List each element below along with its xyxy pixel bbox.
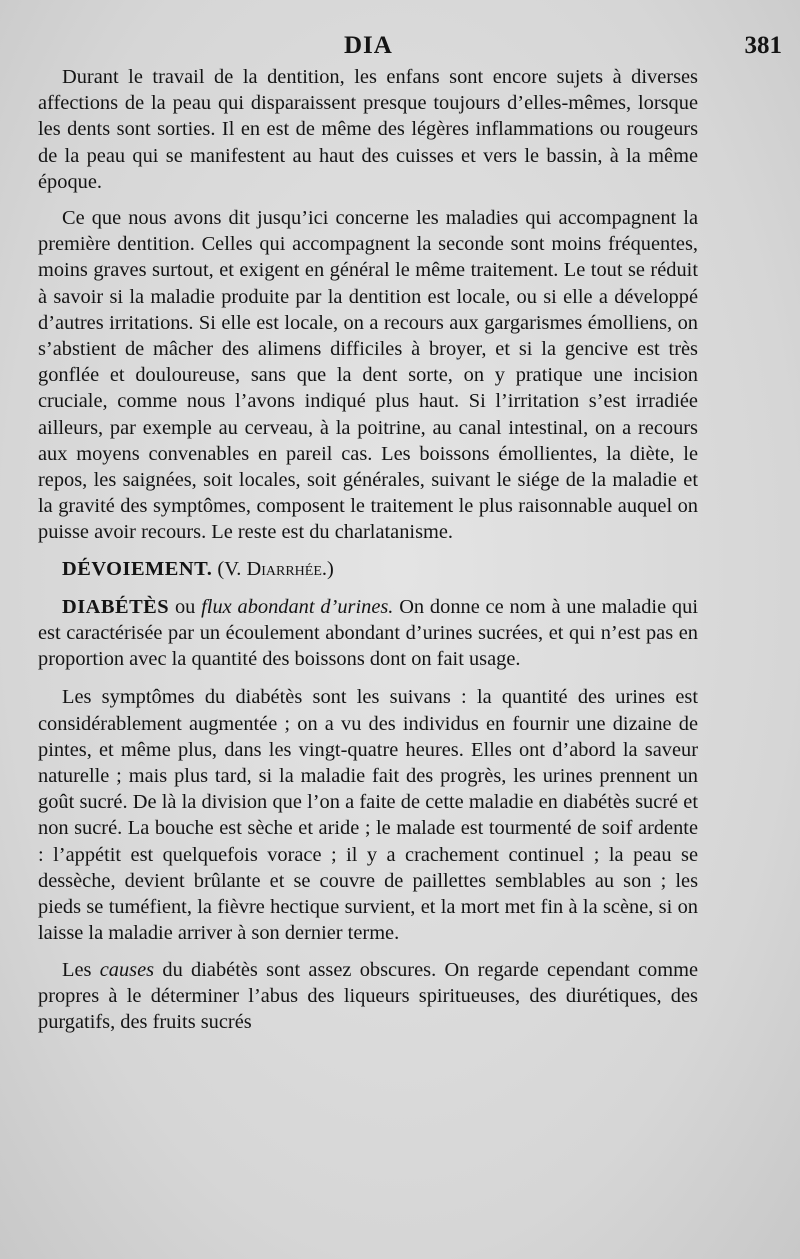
paragraph-symptoms: Les symptômes du diabétès sont les suivans : la quantité des urines est considérablement augmentée ; on a vu des individus en fournir une dizaine de pintes, et même plus, dans les vingt-quatre heures. Elles ont d’abord la saveur naturelle ; mais plus tard, si la maladie fait des progrès, les urines prennent un goût sucré. De là la division que l’on a faite de cette maladie en diabétès sucré et non sucré. La bouche est sèche et aride ; le malade est tourmenté de soif ardente : l’appétit est quelquefois vorace ; il y a crachement continuel ; la peau se dessèche, devient brûlante et se couvre de paillettes semblables au son ; les pieds se tuméfient, la fièvre hectique survient, et la mort met fin à la scène, si on laisse la maladie arriver à son dernier terme. xyxy=(38,686,698,945)
paragraph-causes xyxy=(38,957,698,1036)
causes-lead: Les xyxy=(62,958,100,981)
entry-devoiement xyxy=(38,556,698,582)
page-number: 381 xyxy=(744,32,782,59)
paragraph-dentition-skin: Durant le travail de la dentition, les enfans sont encore sujets à diverses affections de la peau qui disparaissent presque toujours d’elles-mêmes, lorsque les dents sont sorties. Il en est de même des légères inflammations ou rougeurs de la peau qui se manifestent au haut des cuisses et vers le bassin, à la même époque. xyxy=(38,66,698,193)
cross-reference-word: Diarrhée xyxy=(246,557,322,580)
causes-italic: causes xyxy=(99,958,155,981)
cross-reference-open: (V. xyxy=(217,557,247,580)
paragraph-second-dentition: Ce que nous avons dit jusqu’ici concerne les maladies qui accompagnent la première dentition. Celles qui accompagnent la seconde sont moins fréquentes, moins graves surtout, et exigent en général le même traitement. Le tout se réduit à savoir si la maladie produite par la dentition est locale, ou si elle a développé d’autres irritations. Si elle est locale, on a recours aux gargarismes émolliens, on s’abstient de mâcher des alimens difficiles à broyer, et si la gencive est très gonflée et douloureuse, sans que la dent sorte, on y pratique une incision cruciale, comme nous l’avons indiqué plus haut. Si l’irritation s’est irradiée ailleurs, par exemple au cerveau, à la poitrine, au canal intestinal, on a recours aux moyens convenables en pareil cas. Les boissons émollientes, la diète, le repos, les saignées, soit locales, soit générales, suivant le siége de la maladie et la gravité des symptômes, composent le traitement le plus raisonnable auquel on puisse avoir recours. Le reste est du charlatanisme. xyxy=(38,207,698,544)
cross-reference-close: .) xyxy=(321,557,334,580)
entry-term: DIABÉTÈS xyxy=(62,595,170,618)
entry-connector: ou xyxy=(169,595,202,618)
entry-gloss: flux abondant d’urines. xyxy=(201,595,394,618)
entry-definition: On donne ce nom à une maladie qui est caractérisée par un écoulement abondant d’urines sucrées, et qui n’est pas en proportion avec la quantité des boissons dont on fait usage. xyxy=(38,595,698,671)
entry-term: DÉVOIEMENT. xyxy=(62,557,213,580)
running-head xyxy=(38,30,782,64)
body-text xyxy=(38,64,698,1035)
entry-diabetes xyxy=(38,594,698,673)
running-head-title: DIA xyxy=(344,32,393,59)
causes-rest: du diabétès sont assez obscures. On regarde cependant comme propres à le déterminer l’abus des liqueurs spiritueuses, des diurétiques, des purgatifs, des fruits sucrés xyxy=(38,958,698,1033)
